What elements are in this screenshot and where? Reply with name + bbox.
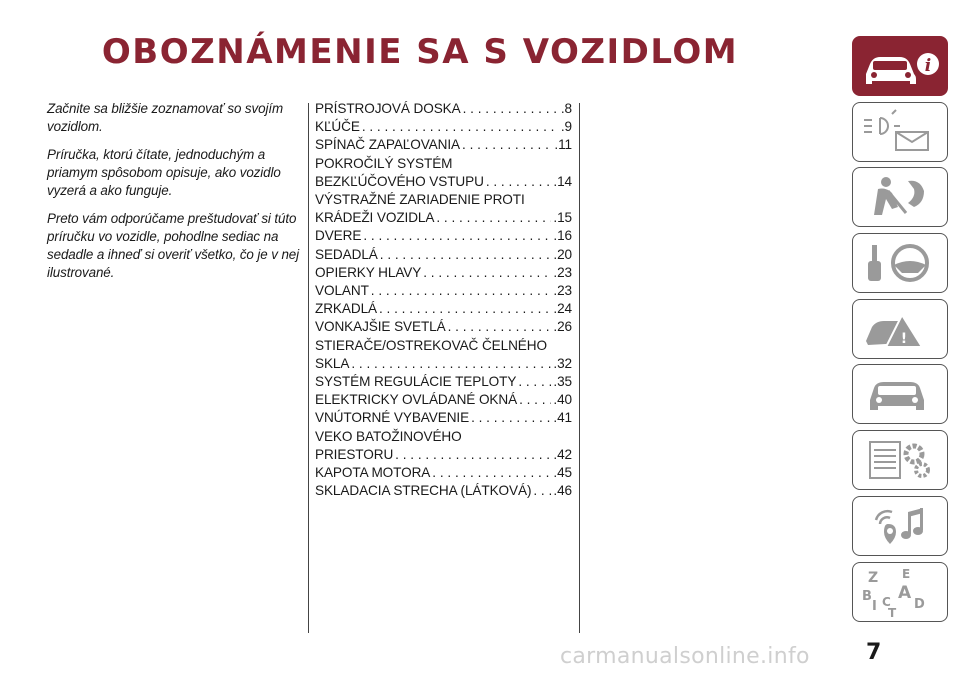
tab-index[interactable]	[852, 562, 948, 622]
seat-airbag-icon	[858, 173, 942, 221]
intro-paragraph: Preto vám odporúčame preštudovať si túto príručku vo vozidle, pohodlne sediac na sedadle a ihneď si overiť všetko, čo je v nej ilustrované.	[47, 211, 300, 280]
toc-entry-title: DVERE	[315, 228, 362, 244]
toc-leader-dots	[380, 246, 552, 264]
index-letter: A	[898, 582, 912, 603]
toc-entry-title-line: POKROČILÝ SYSTÉM	[315, 155, 453, 171]
toc-leader-dots	[533, 482, 551, 500]
toc-entry[interactable]	[315, 100, 572, 118]
tab-emergency[interactable]	[852, 299, 948, 359]
car-info-icon	[858, 44, 942, 88]
toc-leader-dots	[519, 391, 551, 409]
toc-entry-title: PRIESTORU	[315, 446, 394, 462]
toc-entry[interactable]	[315, 318, 572, 336]
tab-multimedia[interactable]	[852, 496, 948, 556]
tab-car-info[interactable]	[852, 36, 948, 96]
toc-entry-page: .11	[554, 137, 572, 153]
toc-entry-page: .9	[560, 119, 572, 135]
toc-entry-page: .16	[553, 228, 572, 244]
toc-entry-title: SYSTÉM REGULÁCIE TEPLOTY	[315, 374, 517, 390]
tab-warning-lights[interactable]	[852, 102, 948, 162]
toc-leader-dots	[379, 300, 551, 318]
toc-entry-page: .46	[553, 483, 572, 499]
toc-leader-dots	[371, 282, 552, 300]
toc-entry[interactable]	[315, 118, 572, 136]
toc-entry-title: KAPOTA MOTORA	[315, 465, 431, 481]
toc-entry-page: .14	[553, 173, 572, 189]
toc-leader-dots	[362, 118, 559, 136]
toc-entry-page: .15	[553, 210, 572, 226]
svg-text:i: i	[924, 56, 932, 76]
toc-entry[interactable]	[315, 191, 572, 227]
toc-leader-dots	[518, 373, 551, 391]
toc-entry-page: .24	[553, 301, 572, 317]
svg-text:!: !	[900, 330, 908, 347]
toc-entry-title: ELEKTRICKY OVLÁDANÉ OKNÁ	[315, 392, 518, 408]
breakdown-icon	[858, 305, 942, 353]
toc-entry-page: .8	[560, 101, 572, 116]
intro-text	[47, 100, 302, 292]
tab-technical-data[interactable]	[852, 430, 948, 490]
toc-entry-title: KĽÚČE	[315, 119, 360, 135]
toc-entry-title: PRÍSTROJOVÁ DOSKA	[315, 101, 461, 116]
toc-entry-title-line: VÝSTRAŽNÉ ZARIADENIE PROTI	[315, 192, 525, 208]
toc-entry-page: .45	[553, 465, 572, 481]
toc-leader-dots	[351, 355, 551, 373]
toc-entry-title: SPÍNAČ ZAPAĽOVANIA	[315, 137, 461, 153]
toc-entry-title: VNÚTORNÉ VYBAVENIE	[315, 410, 470, 426]
intro-paragraph: Príručka, ktorú čítate, jednoduchým a priamym spôsobom opisuje, ako vozidlo vyzerá a ako funguje.	[47, 147, 281, 198]
toc-leader-dots	[395, 446, 551, 464]
toc-entry-title: SEDADLÁ	[315, 246, 378, 262]
index-letter: Z	[868, 569, 879, 586]
toc-entry[interactable]	[315, 373, 572, 391]
toc-entry-title: OPIERKY HLAVY	[315, 264, 422, 280]
page-title: OBOZNÁMENIE SA S VOZIDLOM	[101, 32, 739, 72]
toc-entry[interactable]	[315, 337, 572, 373]
column-divider	[308, 103, 309, 633]
toc-entry[interactable]	[315, 464, 572, 482]
toc-entry-page: .23	[553, 264, 572, 280]
toc-entry[interactable]	[315, 227, 572, 245]
toc-entry-title-line: VEKO BATOŽINOVÉHO	[315, 428, 462, 444]
tab-maintenance[interactable]	[852, 364, 948, 424]
toc-entry-title: BEZKĽÚČOVÉHO VSTUPU	[315, 173, 484, 189]
toc-entry-title: SKLA	[315, 355, 350, 371]
toc-leader-dots	[436, 209, 551, 227]
toc-leader-dots	[448, 318, 552, 336]
toc-leader-dots	[363, 227, 551, 245]
toc-entry[interactable]	[315, 282, 572, 300]
toc-leader-dots	[432, 464, 551, 482]
toc-entry-page: .20	[553, 246, 572, 262]
toc-leader-dots	[486, 173, 552, 191]
toc-entry-page: .42	[553, 446, 572, 462]
index-letters-icon	[858, 566, 942, 618]
toc-entry-title: ZRKADLÁ	[315, 301, 377, 317]
toc-entry-title: KRÁDEŽI VOZIDLA	[315, 210, 435, 226]
index-letter: D	[914, 596, 925, 612]
car-maintenance-icon	[858, 370, 942, 418]
toc-entry[interactable]	[315, 428, 572, 464]
toc-leader-dots	[463, 100, 559, 118]
toc-entry-page: .32	[553, 355, 572, 371]
index-letter: C	[882, 594, 891, 609]
chapter-tabs	[852, 36, 950, 627]
toc-entry-page: .41	[553, 410, 572, 426]
index-letter: T	[888, 605, 897, 618]
toc-entry[interactable]	[315, 264, 572, 282]
media-icon	[858, 502, 942, 550]
toc-entry-page: .40	[553, 392, 572, 408]
toc-leader-dots	[471, 409, 551, 427]
toc-entry[interactable]	[315, 482, 572, 500]
toc-entry-title: SKLADACIA STRECHA (LÁTKOVÁ)	[315, 483, 532, 499]
page-number: 7	[866, 640, 882, 665]
toc-entry[interactable]	[315, 391, 572, 409]
tab-starting-driving[interactable]	[852, 233, 948, 293]
warning-lights-icon	[858, 108, 942, 156]
index-letter: B	[862, 588, 872, 604]
toc-entry-page: .35	[553, 374, 572, 390]
table-of-contents	[315, 100, 572, 500]
index-letter: I	[872, 598, 877, 614]
tab-safety[interactable]	[852, 167, 948, 227]
toc-entry-page: .23	[553, 283, 572, 299]
toc-entry-title-line: STIERAČE/OSTREKOVAČ ČELNÉHO	[315, 337, 547, 353]
watermark: carmanualsonline.info	[560, 644, 810, 669]
intro-paragraph: Začnite sa bližšie zoznamovať so svojím vozidlom.	[47, 101, 284, 134]
toc-entry[interactable]	[315, 300, 572, 318]
column-divider	[579, 103, 580, 633]
toc-entry[interactable]	[315, 246, 572, 264]
key-steering-icon	[858, 239, 942, 287]
toc-entry[interactable]	[315, 136, 572, 154]
toc-entry-title: VONKAJŠIE SVETLÁ	[315, 319, 446, 335]
specs-gear-icon	[858, 436, 942, 484]
toc-entry[interactable]	[315, 155, 572, 191]
toc-entry-title: VOLANT	[315, 283, 369, 299]
toc-entry[interactable]	[315, 409, 572, 427]
toc-leader-dots	[462, 136, 552, 154]
toc-entry-page: .26	[553, 319, 572, 335]
index-letter: E	[902, 566, 911, 581]
toc-leader-dots	[423, 264, 551, 282]
